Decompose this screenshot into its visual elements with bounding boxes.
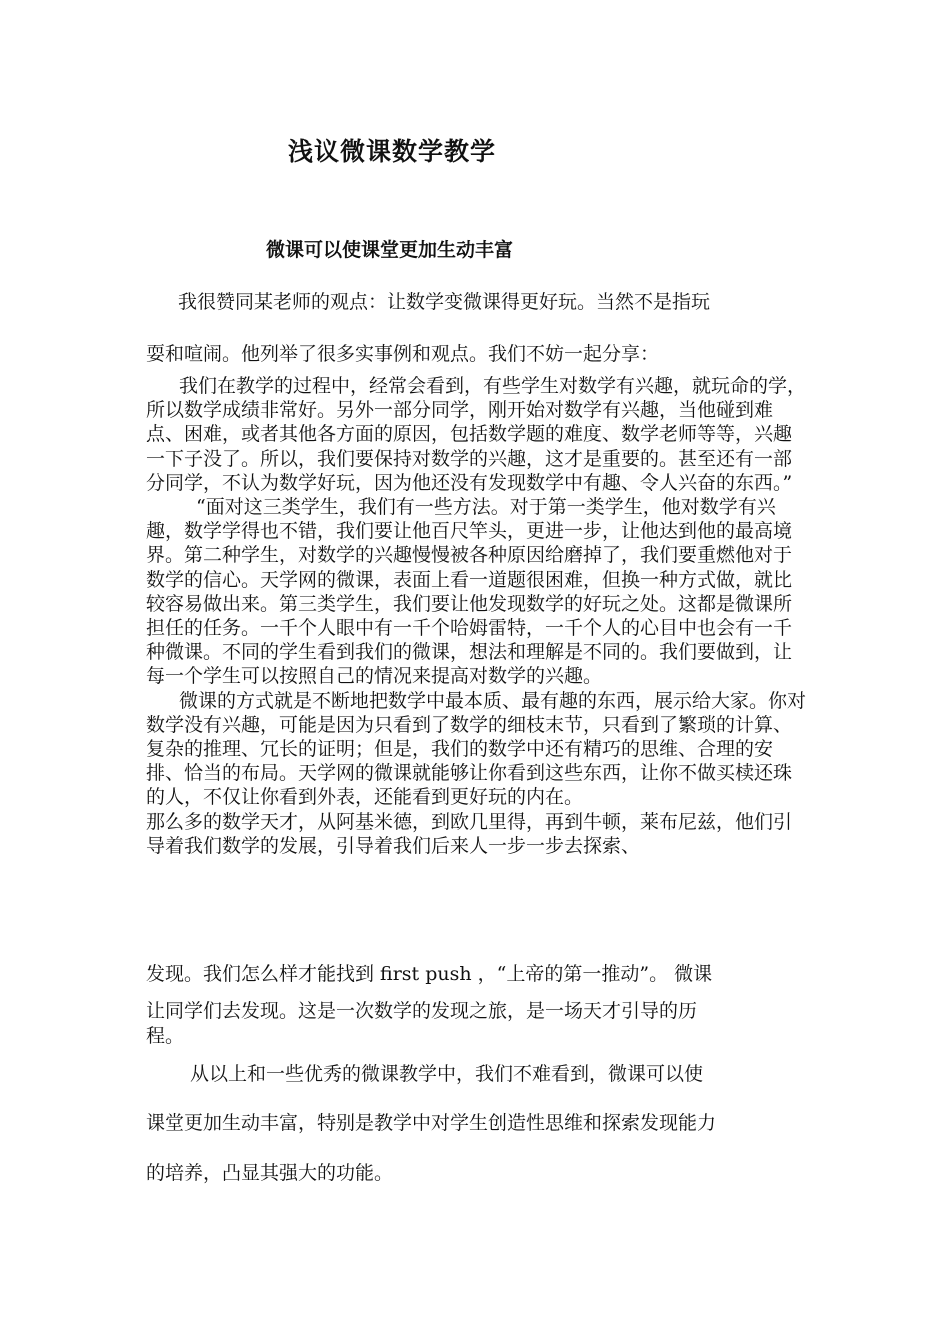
body-paragraphs — [146, 374, 810, 858]
paragraph-3: 微课的方式就是不断地把数学中最本质、最有趣的东西，展示给大家。你对数学没有兴趣，可能是因为只看到了数学的细枝末节，只看到了繁琐的计算、复杂的推理、冗长的证明；但是，我们的数学中还有精巧的思维、合理的安排、恰当的布局。天学网的微课就能够让你看到这些东西，让你不做买椟还珠的人，不仅让你看到外表，还能看到更好玩的内在。 — [146, 689, 807, 809]
conclusion-line-1: 从以上和一些优秀的微课教学中，我们不难看到，微课可以使 — [190, 1063, 704, 1085]
document-title: 浅议微课数学教学 — [288, 137, 497, 166]
paragraph-4-line-2: 让同学们去发现。这是一次数学的发现之旅，是一场天才引导的历 — [146, 1000, 698, 1022]
paragraph-4-line-1: 发现。我们怎么样才能找到 first push ，“上帝的第一推动”。 微课 — [146, 963, 713, 985]
conclusion-line-3: 的培养，凸显其强大的功能。 — [146, 1162, 394, 1184]
intro-line-1: 我很赞同某老师的观点：让数学变微课得更好玩。当然不是指玩 — [178, 291, 711, 313]
paragraph-4: 那么多的数学天才，从阿基米德，到欧几里得，再到牛顿，莱布尼兹，他们引导着我们数学的发展，引导着我们后来人一步一步去探索、 — [146, 810, 793, 857]
paragraph-1: 我们在教学的过程中，经常会看到，有些学生对数学有兴趣，就玩命的学，所以数学成绩非常好。另外一部分同学，刚开始对数学有兴趣，当他碰到难点、困难，或者其他各方面的原因，包括数学题的难度、数学老师等等，兴趣一下子没了。所以，我们要保持对数学的兴趣，这才是重要的。甚至还有一部分同学，不认为数学好玩，因为他还没有发现数学中有趣、令人兴奋的东西。” — [146, 375, 807, 494]
section-heading: 微课可以使课堂更加生动丰富 — [266, 239, 514, 261]
intro-line-2: 耍和喧闹。他列举了很多实事例和观点。我们不妨一起分享： — [146, 343, 660, 365]
paragraph-2: “面对这三类学生，我们有一些方法。对于第一类学生，他对数学有兴趣，数学学得也不错，我们要让他百尺竿头，更进一步，让他达到他的最高境界。第二种学生，对数学的兴趣慢慢被各种原因给磨掉了，我们要重燃他对于数学的信心。天学网的微课，表面上看一道题很困难，但换一种方式做，就比较容易做出来。第三类学生，我们要让他发现数学的好玩之处。这都是微课所担任的任务。一千个人眼中有一千个哈姆雷特，一千个人的心目中也会有一千种微课。不同的学生看到我们的微课，想法和理解是不同的。我们要做到，让每一个学生可以按照自己的情况来提高对数学的兴趣。 — [146, 496, 793, 688]
paragraph-4-line-3: 程。 — [146, 1025, 185, 1047]
conclusion-line-2: 课堂更加生动丰富，特别是教学中对学生创造性思维和探索发现能力 — [146, 1112, 717, 1134]
